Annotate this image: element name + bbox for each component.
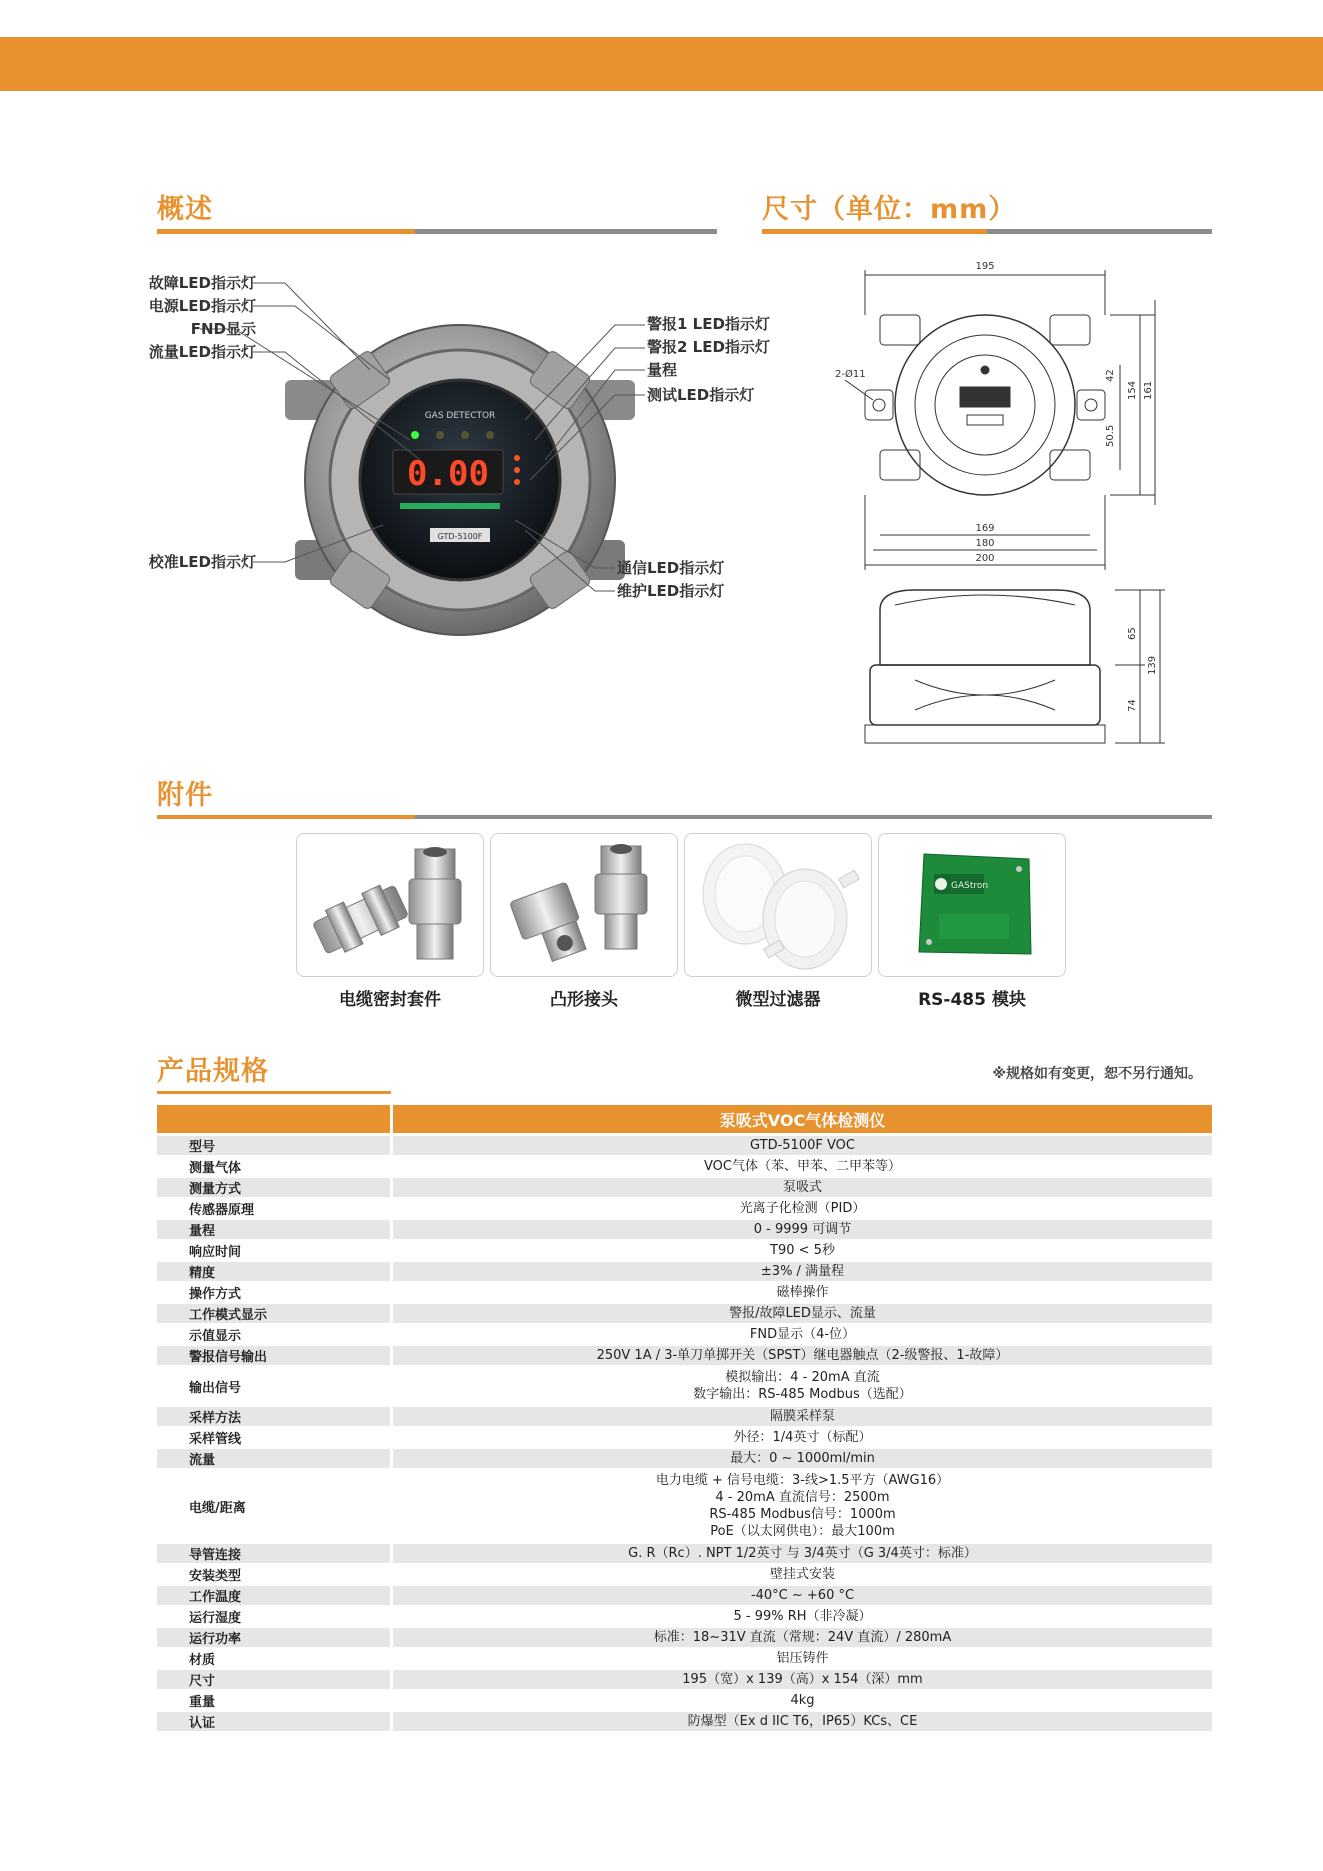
spec-value-line: 0 - 9999 可调节 bbox=[753, 1222, 852, 1237]
spec-value bbox=[393, 1670, 1212, 1689]
spec-value-line: G. R（Rc）. NPT 1/2英寸 与 3/4英寸（G 3/4英寸：标准） bbox=[628, 1546, 977, 1561]
device-overview bbox=[125, 274, 785, 640]
spec-note: ※规格如有变更，恕不另行通知。 bbox=[992, 1066, 1202, 1082]
spec-row bbox=[157, 1586, 1212, 1605]
spec-key: 采样管线 bbox=[157, 1428, 390, 1447]
spec-row bbox=[157, 1670, 1212, 1689]
callout-test-led: 测试LED指示灯 bbox=[647, 386, 755, 404]
spec-value bbox=[393, 1407, 1212, 1426]
spec-key: 安装类型 bbox=[157, 1565, 390, 1584]
spec-row bbox=[157, 1367, 1212, 1405]
spec-value-line: 隔膜采样泵 bbox=[769, 1409, 835, 1424]
spec-row bbox=[157, 1157, 1212, 1176]
spec-value bbox=[393, 1649, 1212, 1668]
accessory-male-connector bbox=[490, 833, 678, 1010]
spec-value bbox=[393, 1607, 1212, 1626]
cable-gland-icon bbox=[297, 834, 485, 978]
dim-hole: 2-Ø11 bbox=[835, 369, 866, 380]
spec-key: 尺寸 bbox=[157, 1670, 390, 1689]
spec-value-line: 最大：0 ~ 1000ml/min bbox=[730, 1451, 875, 1466]
spec-value bbox=[393, 1220, 1212, 1239]
spec-header-title: 泵吸式VOC气体检测仪 bbox=[393, 1105, 1212, 1133]
spec-key: 量程 bbox=[157, 1220, 390, 1239]
spec-value bbox=[393, 1449, 1212, 1468]
spec-value-line: 防爆型（Ex d IIC T6，IP65）KCs、CE bbox=[687, 1714, 918, 1729]
overview-title: 概述 bbox=[157, 194, 213, 225]
spec-row bbox=[157, 1241, 1212, 1260]
dim-169: 169 bbox=[975, 523, 995, 534]
spec-value-line: ±3% / 满量程 bbox=[760, 1264, 845, 1279]
spec-row bbox=[157, 1178, 1212, 1197]
spec-value-line: FND显示（4-位） bbox=[749, 1327, 856, 1342]
spec-key: 认证 bbox=[157, 1712, 390, 1731]
spec-row bbox=[157, 1304, 1212, 1323]
spec-value-line: 4 - 20mA 直流信号：2500m bbox=[715, 1490, 890, 1505]
accessory-label: 凸形接头 bbox=[550, 990, 618, 1010]
spec-rule bbox=[157, 1091, 1212, 1094]
spec-row bbox=[157, 1136, 1212, 1155]
header-band bbox=[0, 37, 1323, 91]
callout-fnd-display: FND显示 bbox=[190, 320, 256, 338]
spec-row bbox=[157, 1283, 1212, 1302]
accessory-cable-gland bbox=[296, 833, 484, 1010]
spec-key: 导管连接 bbox=[157, 1544, 390, 1563]
spec-value bbox=[393, 1346, 1212, 1365]
male-connector-icon bbox=[491, 834, 679, 978]
callout-maint-led: 维护LED指示灯 bbox=[617, 582, 725, 600]
callout-alarm1-led: 警报1 LED指示灯 bbox=[647, 315, 770, 333]
callout-comm-led: 通信LED指示灯 bbox=[617, 559, 725, 577]
spec-value bbox=[393, 1712, 1212, 1731]
spec-row bbox=[157, 1325, 1212, 1344]
spec-key: 精度 bbox=[157, 1262, 390, 1281]
spec-value bbox=[393, 1136, 1212, 1155]
spec-key: 材质 bbox=[157, 1649, 390, 1668]
spec-value bbox=[393, 1241, 1212, 1260]
spec-row bbox=[157, 1691, 1212, 1710]
spec-row bbox=[157, 1544, 1212, 1563]
spec-row bbox=[157, 1220, 1212, 1239]
spec-value-line: 壁挂式安装 bbox=[769, 1567, 835, 1582]
dim-139: 139 bbox=[1147, 655, 1158, 675]
dim-42: 42 bbox=[1105, 369, 1116, 382]
accessory-label: 微型过滤器 bbox=[735, 990, 821, 1010]
spec-value-line: 磁棒操作 bbox=[776, 1285, 829, 1300]
spec-row bbox=[157, 1199, 1212, 1218]
dim-161: 161 bbox=[1143, 380, 1154, 400]
dimensions-rule bbox=[762, 229, 1212, 234]
spec-title: 产品规格 bbox=[157, 1056, 269, 1087]
spec-row bbox=[157, 1407, 1212, 1426]
spec-value-line: VOC气体（苯、甲苯、二甲苯等） bbox=[704, 1159, 901, 1174]
device-digits: 0.00 bbox=[407, 454, 489, 494]
spec-value-line: T90 < 5秒 bbox=[770, 1243, 835, 1258]
spec-value bbox=[393, 1262, 1212, 1281]
spec-row bbox=[157, 1470, 1212, 1542]
spec-key: 采样方法 bbox=[157, 1407, 390, 1426]
spec-key: 工作温度 bbox=[157, 1586, 390, 1605]
spec-value-line: -40°C ~ +60 °C bbox=[750, 1588, 855, 1603]
callout-alarm2-led: 警报2 LED指示灯 bbox=[647, 338, 770, 356]
spec-key: 警报信号输出 bbox=[157, 1346, 390, 1365]
spec-value bbox=[393, 1304, 1212, 1323]
accessory-label: 电缆密封套件 bbox=[339, 990, 441, 1010]
spec-value bbox=[393, 1470, 1212, 1542]
spec-row bbox=[157, 1649, 1212, 1668]
dim-154: 154 bbox=[1127, 380, 1138, 400]
accessories-rule bbox=[157, 815, 1212, 819]
dim-74: 74 bbox=[1127, 699, 1138, 712]
dim-195: 195 bbox=[975, 261, 995, 272]
pcb-brand: GAStron bbox=[951, 881, 989, 891]
spec-value-line: 标准：18~31V 直流（常规：24V 直流）/ 280mA bbox=[653, 1630, 952, 1645]
dimensions-title: 尺寸（单位：mm） bbox=[762, 194, 1017, 225]
spec-value-line: 警报/故障LED显示、流量 bbox=[729, 1306, 876, 1321]
spec-key: 响应时间 bbox=[157, 1241, 390, 1260]
callout-range: 量程 bbox=[647, 361, 678, 379]
spec-key: 测量气体 bbox=[157, 1157, 390, 1176]
spec-value-line: 铝压铸件 bbox=[776, 1651, 829, 1666]
device-brand: GAS DETECTOR bbox=[424, 411, 496, 421]
spec-value-line: PoE（以太网供电）：最大100m bbox=[710, 1524, 895, 1539]
spec-value-line: 光离子化检测（PID） bbox=[739, 1201, 866, 1216]
spec-value bbox=[393, 1325, 1212, 1344]
spec-row bbox=[157, 1628, 1212, 1647]
spec-value-line: 195（宽）x 139（高）x 154（深）mm bbox=[682, 1672, 923, 1687]
spec-value bbox=[393, 1199, 1212, 1218]
spec-key: 工作模式显示 bbox=[157, 1304, 390, 1323]
spec-key: 传感器原理 bbox=[157, 1199, 390, 1218]
dim-180: 180 bbox=[975, 538, 995, 549]
spec-value-line: 数字输出：RS-485 Modbus（选配） bbox=[693, 1387, 912, 1402]
dim-65: 65 bbox=[1127, 627, 1138, 640]
spec-key: 运行功率 bbox=[157, 1628, 390, 1647]
spec-table bbox=[157, 1105, 1212, 1733]
spec-row bbox=[157, 1428, 1212, 1447]
accessory-micro-filter bbox=[684, 833, 872, 1010]
spec-key: 电缆/距离 bbox=[157, 1470, 390, 1542]
spec-value-line: 4kg bbox=[790, 1693, 815, 1708]
callout-fault-led: 故障LED指示灯 bbox=[148, 274, 256, 292]
spec-value-line: 250V 1A / 3-单刀单掷开关（SPST）继电器触点（2-级警报、1-故障） bbox=[596, 1348, 1009, 1363]
spec-row bbox=[157, 1712, 1212, 1731]
spec-row bbox=[157, 1449, 1212, 1468]
overview-rule bbox=[157, 229, 717, 234]
spec-key: 流量 bbox=[157, 1449, 390, 1468]
rs485-board-icon bbox=[879, 834, 1067, 978]
callout-power-led: 电源LED指示灯 bbox=[148, 297, 256, 315]
spec-value-line: 外径：1/4英寸（标配） bbox=[733, 1430, 872, 1445]
spec-value-line: 泵吸式 bbox=[782, 1180, 822, 1195]
spec-value-line: RS-485 Modbus信号：1000m bbox=[709, 1507, 896, 1522]
device-model: GTD-5100F bbox=[437, 532, 483, 541]
spec-value-line: 电力电缆 + 信号电缆：3-线>1.5平方（AWG16） bbox=[655, 1473, 950, 1488]
accessory-label: RS-485 模块 bbox=[918, 990, 1026, 1010]
spec-value bbox=[393, 1628, 1212, 1647]
spec-row bbox=[157, 1565, 1212, 1584]
accessory-rs485 bbox=[878, 833, 1066, 1010]
spec-key: 型号 bbox=[157, 1136, 390, 1155]
dimension-drawing bbox=[835, 255, 1185, 775]
spec-row bbox=[157, 1262, 1212, 1281]
spec-value-line: 模拟输出：4 - 20mA 直流 bbox=[725, 1370, 880, 1385]
spec-value bbox=[393, 1283, 1212, 1302]
micro-filter-icon bbox=[685, 834, 873, 978]
callout-cal-led: 校准LED指示灯 bbox=[148, 553, 256, 571]
spec-value bbox=[393, 1586, 1212, 1605]
spec-value-line: 5 - 99% RH（非冷凝） bbox=[733, 1609, 872, 1624]
spec-value bbox=[393, 1428, 1212, 1447]
callout-flow-led: 流量LED指示灯 bbox=[148, 343, 256, 361]
accessories-title: 附件 bbox=[157, 780, 213, 811]
spec-key: 输出信号 bbox=[157, 1367, 390, 1405]
spec-value bbox=[393, 1544, 1212, 1563]
spec-value bbox=[393, 1565, 1212, 1584]
spec-key: 操作方式 bbox=[157, 1283, 390, 1302]
spec-value bbox=[393, 1178, 1212, 1197]
spec-value bbox=[393, 1367, 1212, 1405]
spec-key: 测量方式 bbox=[157, 1178, 390, 1197]
spec-key: 运行湿度 bbox=[157, 1607, 390, 1626]
spec-row bbox=[157, 1346, 1212, 1365]
spec-key: 示值显示 bbox=[157, 1325, 390, 1344]
spec-row bbox=[157, 1607, 1212, 1626]
spec-value bbox=[393, 1691, 1212, 1710]
spec-value bbox=[393, 1157, 1212, 1176]
spec-value-line: GTD-5100F VOC bbox=[750, 1138, 855, 1153]
dim-200: 200 bbox=[975, 553, 995, 564]
accessories-list bbox=[296, 833, 1070, 1013]
dim-505: 50.5 bbox=[1105, 424, 1116, 447]
spec-key: 重量 bbox=[157, 1691, 390, 1710]
spec-table-header bbox=[157, 1105, 1212, 1133]
